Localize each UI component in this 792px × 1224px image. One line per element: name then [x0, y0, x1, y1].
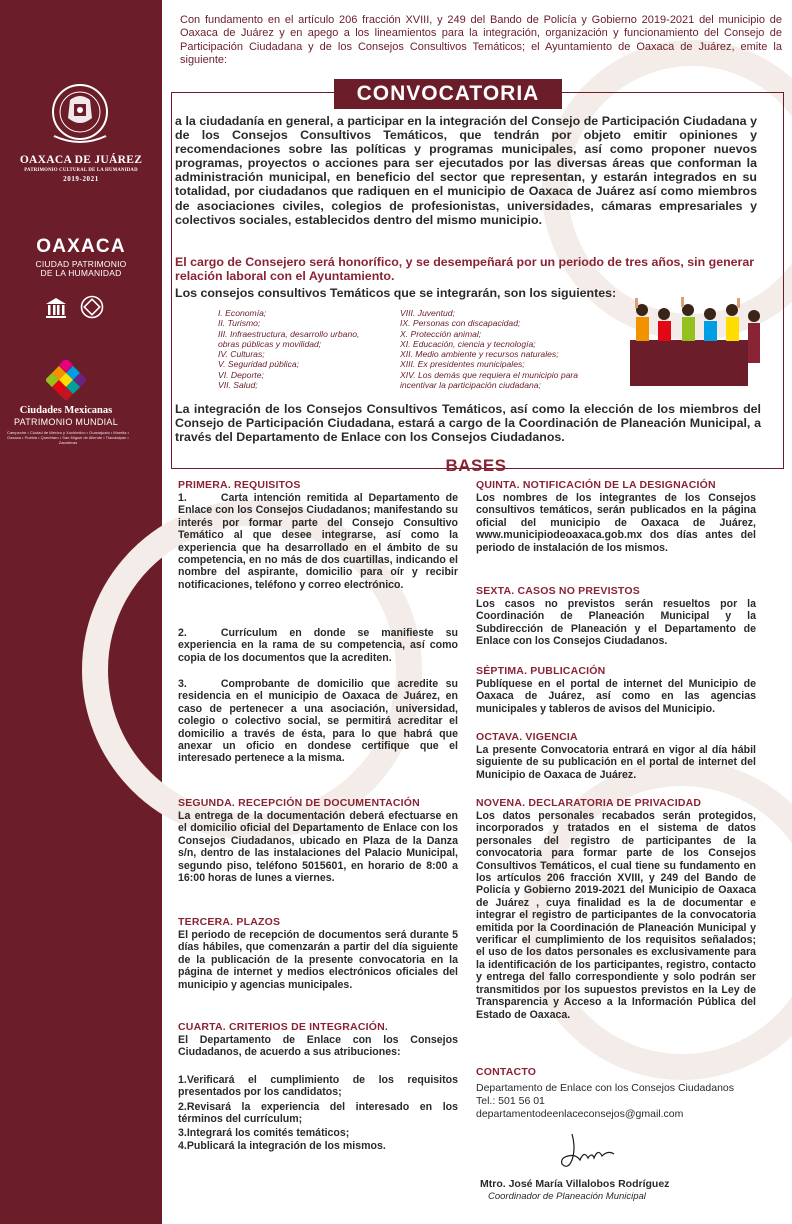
section-text-segunda: La entrega de la documentación deberá efectuarse en el domicilio oficial del Departamento de Enlace con los Consejos Ciudadanos, ubicado en Plaza de la Danza s/n, dentro de las instalaciones del Palacio Municipal, segundo piso, teléfono 5015601, en horario de 8:00 a 16:00 horas de lunes a viernes. [178, 810, 458, 885]
section-heading-contacto: CONTACTO [476, 1066, 537, 1078]
list-item: V. Seguridad pública; [218, 359, 300, 370]
section-text-cuarta: El Departamento de Enlace con los Consejos Ciudadanos, de acuerdo a sus atribuciones: [178, 1034, 458, 1059]
section-text-sexta: Los casos no previstos serán resueltos por la Coordinación de Planeación Municipal y la Subdirección de Planeación y el Departamento de Enlace con los Consejos Ciudadanos. [476, 598, 756, 648]
consejos-list-a [218, 308, 398, 390]
contact-phone[interactable]: Tel.: 501 56 01 [476, 1095, 545, 1107]
oaxaca-brand: OAXACA [36, 236, 126, 257]
citizens-illustration [630, 296, 762, 386]
list-item: XI. Educación, ciencia y tecnología; [400, 338, 536, 349]
requirement-1-number: 1. [178, 492, 187, 504]
ciudades-mexicanas-cities: Campeche • Ciudad de México y Xochimilco • Guanajuato • Morelia • Oaxaca • Puebla • Querétaro • San Miguel de Allende • Tlacotalpan • Zacatecas [6, 430, 130, 445]
unesco-temple-icon [44, 297, 68, 319]
municipal-seal-icon [40, 78, 120, 148]
ciudades-mexicanas-name: Ciudades Mexicanas [19, 405, 113, 416]
requirement-3-text: Comprobante de domicilio que acredite su residencia en el municipio de Oaxaca de Juárez, en caso de pertenecer a una asociación, universidad, colegio o colectivo social, se permitirá acreditar el domicilio a través de ésta, para lo que habrá que anexar un oficio en dondese certifique que el interesado pertenece a la misma. [178, 678, 458, 765]
ciudades-mexicanas-subtitle: PATRIMONIO MUNDIAL [13, 417, 119, 427]
list-item: IX. Personas con discapacidad; [400, 318, 521, 329]
oaxaca-subtitle-1: CIUDAD PATRIMONIO [35, 259, 127, 269]
list-item: obras públicas y movilidad; [218, 338, 322, 349]
requirement-1 [178, 492, 458, 591]
section-heading-novena: NOVENA. DECLARATORIA DE PRIVACIDAD [476, 797, 702, 809]
signatory-name: Mtro. José María Villalobos Rodríguez [480, 1178, 670, 1190]
list-item: VI. Deporte; [218, 369, 264, 380]
list-item: III. Infraestructura, desarrollo urbano, [218, 328, 360, 339]
requirement-2-text: Currículum en donde se manifieste su experiencia en la rama de su competencia, así como copia de los documentos que la acrediten. [178, 627, 458, 664]
contact-department: Departamento de Enlace con los Consejos Ciudadanos [476, 1082, 734, 1094]
list-item: XIV. Los demás que requiera el municipio para [400, 369, 579, 380]
section-heading-primera: PRIMERA. REQUISITOS [178, 479, 301, 491]
list-item: incentivar la participación ciudadana; [400, 380, 541, 391]
requirement-3-number: 3. [178, 678, 187, 690]
section-heading-septima: SÉPTIMA. PUBLICACIÓN [476, 665, 606, 677]
criteria-item-3: 3.Integrará los comités temáticos; [178, 1127, 350, 1139]
section-heading-segunda: SEGUNDA. RECEPCIÓN DE DOCUMENTACIÓN [178, 797, 420, 809]
city-years: 2019-2021 [63, 175, 99, 183]
criteria-item-2: 2.Revisará la experiencia del interesado en los términos del currículum; [178, 1101, 458, 1126]
requirement-2 [178, 627, 458, 664]
list-item: VIII. Juventud; [400, 308, 455, 318]
contact-email[interactable]: departamentodeenlaceconsejos@gmail.com [476, 1108, 684, 1120]
list-item: VII. Salud; [218, 380, 258, 391]
consejos-list-b [400, 308, 630, 390]
section-heading-cuarta: CUARTA. CRITERIOS DE INTEGRACIÓN. [178, 1021, 388, 1033]
list-item: I. Economía; [218, 308, 267, 318]
list-item: XII. Medio ambiente y recursos naturales; [400, 349, 559, 360]
section-text-quinta: Los nombres de los integrantes de los Consejos consultivos temáticos, serán publicados en la página oficial del municipio de Oaxaca de Juárez, www.municipiodeoaxaca.gob.mx dos días antes del periodo de instalación de los mismos. [476, 492, 756, 554]
world-heritage-icon [80, 295, 104, 319]
section-text-septima: Publíquese en el portal de internet del Municipio de Oaxaca de Juárez, así como en las agencias municipales y tableros de avisos del Municipio. [476, 678, 756, 715]
criteria-item-4: 4.Publicará la integración de los mismos. [178, 1140, 386, 1152]
section-heading-quinta: QUINTA. NOTIFICACIÓN DE LA DESIGNACIÓN [476, 479, 716, 491]
list-item: II. Turismo; [218, 318, 261, 329]
integration-paragraph: La integración de los Consejos Consultivos Temáticos, así como la elección de los miembros del Consejo de Participación Ciudadana, estará a cargo de la Coordinación de Planeación Municipal, a través del Departamento de Enlace con los Consejos Ciudadanos. [175, 402, 761, 445]
requirement-2-number: 2. [178, 627, 187, 639]
ciudades-mexicanas-logo-icon [46, 360, 86, 400]
list-item: XIII. Ex presidentes municipales; [400, 359, 525, 370]
city-subtitle: PATRIMONIO CULTURAL DE LA HUMANIDAD [24, 168, 138, 173]
section-text-novena: Los datos personales recabados serán protegidos, incorporados y tratados en el sistema de datos personales del registro de participantes de la convocatoria para formar parte de los Consejos Consultivos Temáticos, el cual tiene su fundamento en los artículos 206 fracción XVIII, y 249 del Bando de Policía y Gobierno 2019-2021 del Municipio de Oaxaca de Juárez , cuya finalidad es la de documentar e integrar el registro de participantes de la convocatoria emitida por la Coordinación de Planeación Municipal y verificar el cumplimiento de los requisitos señalados; el uso de los datos personales es exclusivamente para la identificación de los participantes, registro, contacto y entrega del fallo correspondiente y solo podrán ser transmitidos por los supuestos previstos en la Ley de Transparencia y Acceso a la Información Pública del Estado de Oaxaca. [476, 810, 756, 1021]
criteria-item-1: 1.Verificará el cumplimiento de los requisitos presentados por los candidatos; [178, 1074, 458, 1099]
section-text-tercera: El periodo de recepción de documentos será durante 5 días hábiles, que comenzarán a partir del día siguiente de la publicación de la presente convocatoria en la página de internet y medios electrónicos oficiales del municipio y agencias municipales. [178, 929, 458, 991]
lead-paragraph: a la ciudadanía en general, a participar en la integración del Consejo de Participación Ciudadana y de los Consejos Consultivos Temáticos, que tendrán por objeto emitir opiniones y recomendaciones sobre las políticas y programas municipales, así como proponer nuevos programas, proyectos o acciones para ser ejecutados por las diversas áreas que conforman la administración municipal, en beneficio del sector que representan, y estarán integrados en su totalidad, por ciudadanos que radiquen en el municipio de Oaxaca de Juárez así como miembros de asociaciones civiles, colegios de profesionistas, universidades, cámaras empresariales y colectivos sociales, establecidos dentro del mismo municipio. [175, 114, 757, 227]
signature-image [558, 1130, 618, 1172]
city-title: OAXACA DE JUÁREZ [19, 154, 143, 166]
honorary-note: El cargo de Consejero será honorífico, y se desempeñará por un periodo de tres años, sin generar relación laboral con el Ayuntamiento. [175, 255, 755, 284]
section-text-octava: La presente Convocatoria entrará en vigor al día hábil siguiente de su publicación en el portal de internet del Municipio de Oaxaca de Juárez. [476, 744, 756, 781]
bases-title: BASES [445, 456, 507, 475]
intro-paragraph: Con fundamento en el artículo 206 fracción XVIII, y 249 del Bando de Policía y Gobierno 2019-2021 del municipio de Oaxaca de Juárez y en apego a los lineamientos para la integración, organización y funcionamiento del Consejo de Participación Ciudadana y de los Consejos Consultivos Temáticos; el Ayuntamiento de Oaxaca de Juárez, emite la siguiente: [180, 14, 782, 67]
list-item: X. Protección animal; [400, 328, 482, 339]
consejos-intro: Los consejos consultivos Temáticos que se integrarán, son los siguientes: [175, 286, 617, 300]
section-heading-octava: OCTAVA. VIGENCIA [476, 731, 578, 743]
oaxaca-subtitle-2: DE LA HUMANIDAD [40, 268, 122, 278]
signatory-role: Coordinador de Planeación Municipal [488, 1191, 646, 1202]
section-heading-sexta: SEXTA. CASOS NO PREVISTOS [476, 585, 640, 597]
list-item: IV. Culturas; [218, 349, 265, 360]
section-heading-tercera: TERCERA. PLAZOS [178, 916, 281, 928]
requirement-3 [178, 678, 458, 765]
convocatoria-title: CONVOCATORIA [334, 79, 562, 109]
requirement-1-text: Carta intención remitida al Departamento de Enlace con los Consejos Ciudadanos; manifestando su interés por formar parte del Consejo Consultivo Temático al que desee integrarse, así como la experiencia que ha desarrollado en el ámbito de su competencia, en no más de dos cuartillas, indicando el nombre del aspirante, domicilio para oír y recibir notificaciones, teléfono y correo electrónico. [178, 492, 458, 591]
main-document [162, 0, 792, 1224]
